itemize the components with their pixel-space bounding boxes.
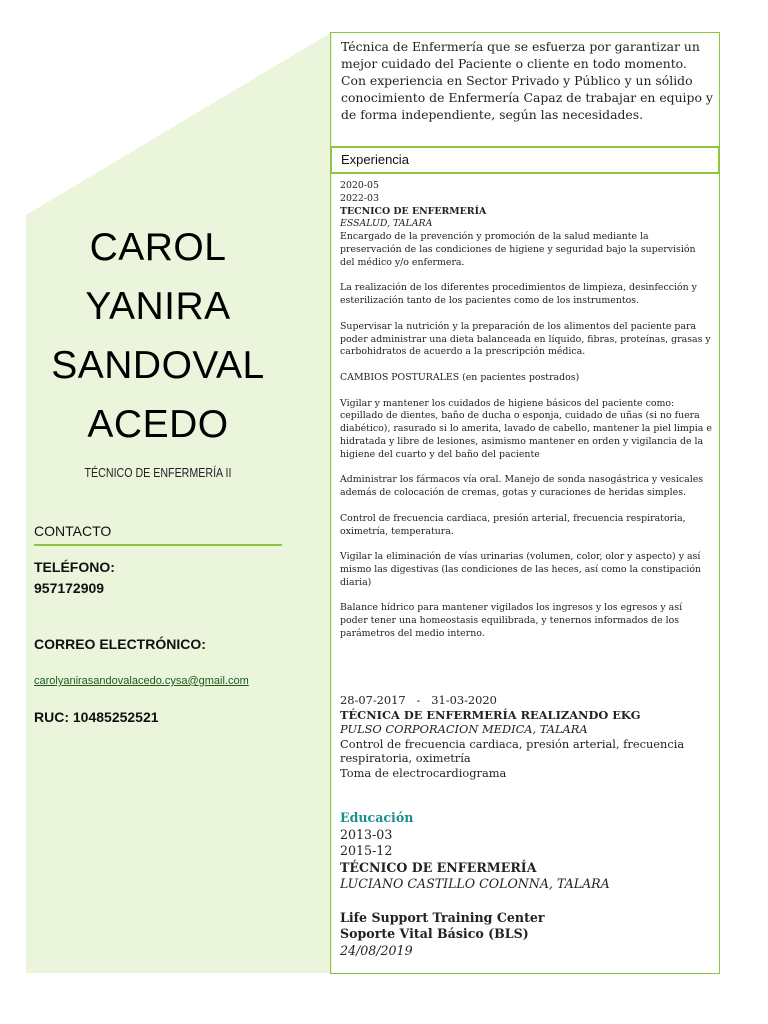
name-line-2: YANIRA (85, 285, 231, 328)
edu-end: 2015-12 (340, 843, 393, 859)
email-link[interactable]: carolyanirasandovalacedo.cysa@gmail.com (34, 675, 249, 687)
email-label: CORREO ELECTRÓNICO: (34, 636, 206, 652)
job1-paragraph: Encargado de la prevención y promoción de la salud mediante la preservación de las condiciones de higiene y seguridad bajo la supervisión del médico y/o enfermera. (340, 231, 696, 268)
job1-paragraph: Administrar los fármacos vía oral. Manejo de sonda nasogástrica y vesicales además de colocación de cremas, gotas y curaciones de heridas simples. (340, 474, 704, 499)
job2-description: Control de frecuencia cardiaca, presión arterial, frecuencia respiratoria, oximetría (340, 736, 685, 766)
cert-organization: Life Support Training Center (340, 909, 545, 925)
education-heading: Educación (340, 810, 414, 825)
job2-description-2: Toma de electrocardiograma (340, 765, 507, 780)
edu-start: 2013-03 (340, 826, 393, 842)
job1-paragraph: La realización de los diferentes procedimientos de limpieza, desinfección y esterilización tanto de los pacientes como de los instrumentos. (340, 282, 697, 307)
job-subtitle: TÉCNICO DE ENFERMERÍA II (84, 465, 232, 480)
job2-title: TÉCNICA DE ENFERMERÍA REALIZANDO EKG (340, 707, 641, 722)
job1-place: ESSALUD, TALARA (340, 218, 433, 230)
job-entry-pulso (340, 693, 712, 781)
job1-paragraph: CAMBIOS POSTURALES (en pacientes postrados) (340, 371, 580, 383)
job1-paragraph: Supervisar la nutrición y la preparación de los alimentos del paciente para poder administrar una dieta balanceada en líquido, fibras, proteínas, grasas y carbohidratos de acuerdo a la prescripción médica. (340, 320, 711, 358)
contact-heading: CONTACTO (34, 523, 112, 539)
job1-title: TECNICO DE ENFERMERÍA (340, 205, 487, 217)
job2-place: PULSO CORPORACION MEDICA, TALARA (340, 722, 588, 737)
job1-paragraph: Vigilar la eliminación de vías urinarias (volumen, color, olor y aspecto) y así mismo las digestivas (las condiciones de las heces, así como la constipación diaria) (340, 551, 702, 588)
job2-dates: 28-07-2017 - 31-03-2020 (340, 693, 497, 707)
contact-divider (34, 544, 282, 546)
cert-date: 24/08/2019 (340, 942, 413, 958)
job1-end: 2022-03 (340, 192, 379, 204)
phone-label: TELÉFONO: (34, 559, 115, 575)
job1-start: 2020-05 (340, 180, 379, 191)
job1-paragraph: Control de frecuencia cardiaca, presión arterial, frecuencia respiratoria, oximetría, temperatura. (340, 512, 686, 537)
edu-title: TÉCNICO DE ENFERMERÍA (340, 859, 537, 875)
profile-summary: Técnica de Enfermería que se esfuerza por garantizar un mejor cuidado del Paciente o cliente en todo momento. Con experiencia en Sector Privado y Público y un sólido conocimiento de Enfermería Capaz de trabajar en equipo y de forma independiente, según las necesidades. (341, 39, 713, 123)
cert-name: Soporte Vital Básico (BLS) (340, 926, 529, 942)
job-entry-essalud (340, 180, 712, 653)
edu-school: LUCIANO CASTILLO COLONNA, TALARA (340, 876, 610, 892)
name-line-1: CAROL (89, 226, 227, 269)
job1-paragraph: Vigilar y mantener los cuidados de higiene básicos del paciente como: cepillado de dientes, baño de ducha o esponja, cuidado de uñas (si no fuera diabético), rasurado si lo amerita, lavado de cabello, mantener la piel limpia e hidratada y libre de lesiones, asimismo mantener en orden y vigilancia de la higiene del cuarto y del baño del paciente (340, 397, 712, 460)
phone-value: 957172909 (34, 580, 105, 596)
name-line-4: ACEDO (87, 403, 229, 446)
job1-paragraph: Balance hídrico para mantener vigilados los ingresos y los egresos y así poder tener una homeostasis equilibrada, y tenernos informados de los parámetros del medio interno. (340, 602, 683, 639)
education-section (340, 810, 712, 959)
experience-heading: Experiencia (341, 152, 409, 167)
ruc-value: RUC: 10485252521 (34, 709, 159, 725)
candidate-name (26, 218, 290, 454)
name-line-3: SANDOVAL (51, 344, 265, 387)
